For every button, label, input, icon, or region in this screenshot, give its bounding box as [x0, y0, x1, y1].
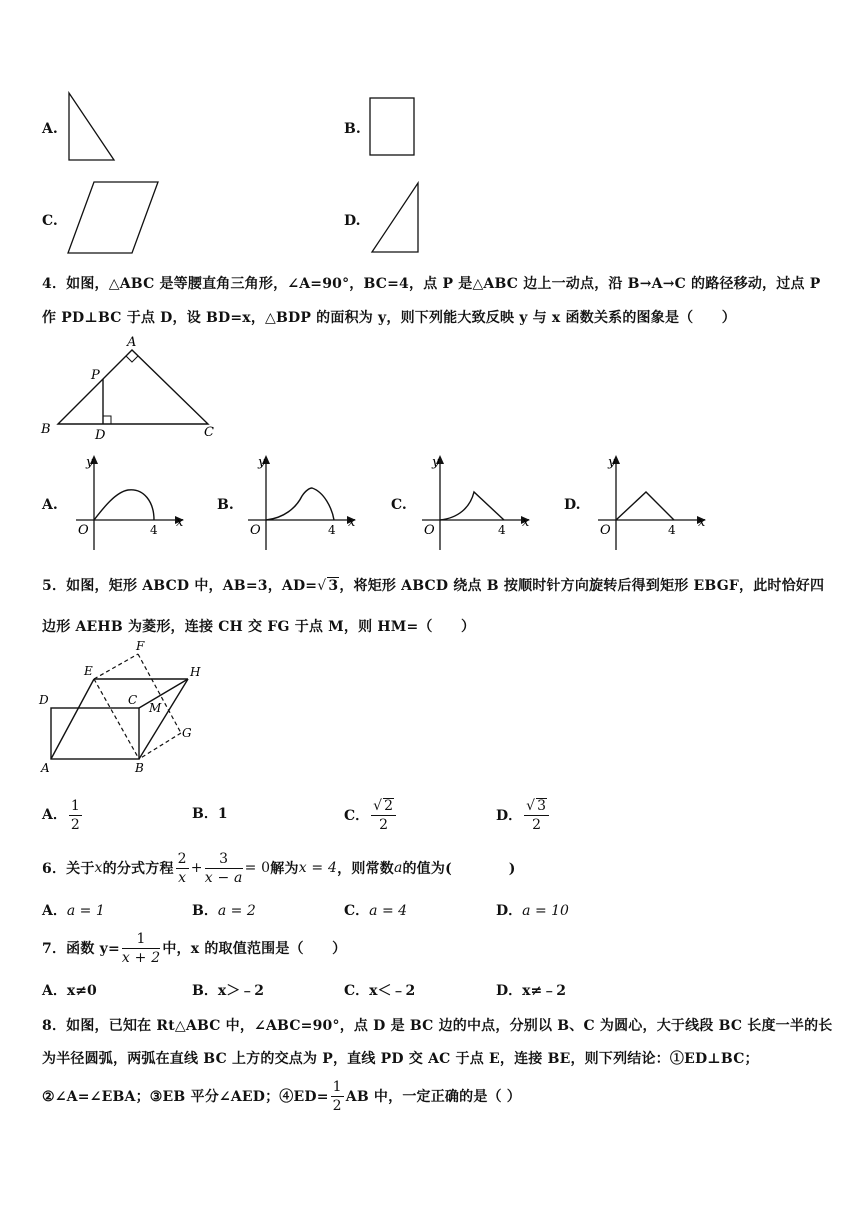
q5-sqrt-3: 3 [328, 578, 339, 594]
q5-label-d: D [39, 693, 49, 707]
q4-option-b-label: B. [217, 497, 234, 513]
q4-option-d-label: D. [564, 497, 581, 513]
q4a-tick-4: 4 [150, 523, 158, 537]
q4d-origin-label: O [600, 523, 611, 538]
q3-option-c-label: C. [42, 213, 58, 229]
q3-option-c-figure [64, 178, 164, 258]
q7-option-d: D．x≠﹣2 [496, 983, 566, 999]
q4-label-b: B [41, 422, 51, 437]
q7-option-b: B．x＞﹣2 [192, 983, 264, 999]
q5-label-c: C [128, 693, 138, 707]
q5-label-b: B [135, 761, 144, 775]
q6-fraction-1: $\frac{2}{x}$ [177, 850, 187, 886]
q4-option-c-label: C. [391, 497, 407, 513]
q6-option-a: A．a = 1 [42, 903, 105, 919]
q4d-x-label: x [698, 515, 706, 530]
q4-option-d-graph [590, 452, 716, 554]
q7-option-c: C．x＜﹣2 [344, 983, 416, 999]
q3-option-d-figure [368, 180, 424, 256]
q4-line-1: 4．如图，△ABC 是等腰直角三角形，∠A=90°，BC=4，点 P 是△ABC 边上一动点，沿 B→A→C 的路径移动，过点 P [42, 276, 821, 292]
q3-option-d-label: D. [344, 213, 361, 229]
q4-triangle-figure [36, 332, 226, 444]
q3-option-b-label: B. [344, 121, 361, 137]
q4b-origin-label: O [250, 523, 261, 538]
q4b-x-label: x [348, 515, 356, 530]
q4-line-2: 作 PD⊥BC 于点 D，设 BD=x，△BDP 的面积为 y，则下列能大致反映 y 与 x 函数关系的图象是（ ） [42, 310, 736, 326]
q5-label-f: F [136, 639, 145, 653]
q4-label-p: P [91, 368, 100, 383]
q4-label-a: A [127, 335, 137, 350]
q4-option-a-graph [68, 452, 194, 554]
q4-label-c: C [204, 425, 214, 440]
q8-fraction: $\frac{1}{2}$ [332, 1078, 342, 1114]
q5-option-b: B．1 [192, 806, 228, 822]
q5-label-m: M [149, 701, 162, 715]
q5-label-g: G [182, 726, 192, 740]
q4c-y-label: y [432, 455, 440, 470]
q4-option-a-label: A. [42, 497, 58, 513]
q8-line-3: ②∠A=∠EBA；③EB 平分∠AED；④ED= $\frac{1}{2}$ AB 中，一定正确的是（ ） [42, 1078, 522, 1114]
q4d-y-label: y [608, 455, 616, 470]
q3-option-a-label: A. [42, 121, 58, 137]
q4b-tick-4: 4 [328, 523, 336, 537]
q6-fraction-2: $\frac{3}{x - a}$ [204, 850, 243, 886]
q4-label-d: D [95, 428, 106, 443]
q3-option-a-figure [64, 90, 120, 164]
q7-fraction: $\frac{1}{x + 2}$ [121, 930, 161, 966]
q4c-origin-label: O [424, 523, 435, 538]
q6-option-b: B．a = 2 [192, 903, 256, 919]
q5-label-a: A [41, 761, 50, 775]
q5-line-2: 边形 AEHB 为菱形，连接 CH 交 FG 于点 M，则 HM=（ ） [42, 619, 476, 635]
q5-label-h: H [190, 665, 201, 679]
q5-option-a-fraction: $\frac{1}{2}$ [70, 797, 80, 833]
q4-option-c-graph [414, 452, 540, 554]
q5-option-a: A． $\frac{1}{2}$ [42, 797, 80, 833]
q4a-origin-label: O [78, 523, 89, 538]
q4-option-b-graph [240, 452, 366, 554]
q7-option-a: A．x≠0 [42, 983, 97, 999]
q4d-tick-4: 4 [668, 523, 676, 537]
q7-line: 7．函数 y= $\frac{1}{x + 2}$ 中，x 的取值范围是（ ） [42, 930, 347, 966]
q5-label-e: E [84, 664, 93, 678]
q6-option-c: C．a = 4 [344, 903, 408, 919]
q4b-y-label: y [258, 455, 266, 470]
q6-line: 6．关于 x 的分式方程 $\frac{2}{x}$ + $\frac{3}{x - a}$ = 0 解为 x = 4 ，则常数 a 的值为( ) [42, 850, 516, 886]
q6-option-d: D．a = 10 [496, 903, 569, 919]
q8-line-2: 为半径圆弧，两弧在直线 BC 上方的交点为 P，直线 PD 交 AC 于点 E，连接 BE，则下列结论：①ED⊥BC； [42, 1051, 759, 1067]
q4a-x-label: x [176, 515, 184, 530]
q3-option-b-figure [366, 95, 418, 159]
q5-option-d-fraction: $\frac{√ 3}{2}$ [524, 798, 549, 832]
q4a-y-label: y [86, 455, 94, 470]
q4c-tick-4: 4 [498, 523, 506, 537]
q4c-x-label: x [522, 515, 530, 530]
q8-line-1: 8．如图，已知在 Rt△ABC 中，∠ABC=90°，点 D 是 BC 边的中点，分别以 B、C 为圆心，大于线段 BC 长度一半的长 [42, 1018, 833, 1034]
q5-option-c-fraction: $\frac{√ 2}{2}$ [371, 798, 396, 832]
q5-line-1: 5．如图，矩形 ABCD 中，AB=3，AD=√ 3，将矩形 ABCD 绕点 B 按顺时针方向旋转后得到矩形 EBGF，此时恰好四 [42, 578, 825, 594]
q5-option-d: D． $\frac{√ 3}{2}$ [496, 793, 551, 837]
q5-rectangle-figure [36, 638, 216, 776]
q5-option-c: C． $\frac{√ 2}{2}$ [344, 793, 398, 837]
